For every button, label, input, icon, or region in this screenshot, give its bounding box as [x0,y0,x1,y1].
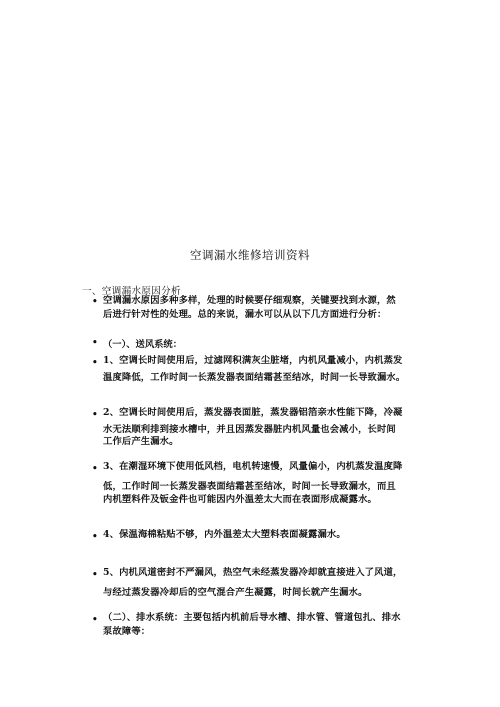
text-line: 水无法顺利排到接水槽中，并且因蒸发器脏内机风量也会减小，长时间 [103,423,396,435]
bullet-marker: • [92,464,98,474]
subsection-heading [103,611,431,639]
text-line: 后进行针对性的处理。总的来说，漏水可以从以下几方面进行分析： [103,309,387,320]
list-item [103,353,431,386]
list-item [103,405,431,451]
text-line: 4、保温海棉粘贴不够，内外温差太大塑料表面凝露漏水。 [103,529,346,540]
text-line: 工作后产生漏水。 [103,436,179,447]
text-line: 1、空调长时间使用后，过滤网积满灰尘脏堵，内机风量减小，内机蒸发 [103,355,403,366]
list-item [103,565,431,601]
text-line: 低，工作时间一长蒸发器表面结霜甚至结冰，时间一长导致漏水，而且 [103,480,396,492]
text-line: 空调漏水原因多种多样，处理的时候要仔细观察，关键要找到水源，然 [103,295,396,306]
text-line: （二）、排水系统：主要包括内机前后导水槽、排水管、管道包扎、排水 [103,612,401,623]
bullet-marker: • [92,532,98,542]
list-item [103,459,431,509]
bullet-marker: • [92,410,98,420]
bullet-marker: • [92,297,98,307]
subsection-heading: （一）、送风系统： [103,339,183,350]
bullet-marker: • [92,358,98,368]
text-line: 泵故障等： [103,626,151,637]
bullet-marker: • [92,615,98,625]
intro-paragraph [103,294,431,322]
list-item [103,527,431,544]
bullet-marker: • [92,338,98,348]
text-line: 与经过蒸发器冷却后的空气混合产生凝露，时间长就产生漏水。 [103,586,368,598]
section-heading: 一、空调漏水原因分析 [82,286,181,297]
bullet-marker: • [92,570,98,580]
text-line: 3、在潮湿环境下使用低风档，电机转速慢，风量偏小，内机蒸发温度降 [103,461,403,472]
text-line: 2、空调长时间使用后，蒸发器表面脏，蒸发器铝箔亲水性能下降，冷凝 [103,407,403,418]
document-title: 空调漏水维修培训资料 [190,248,310,262]
text-line: 温度降低，工作时间一长蒸发器表面结霜甚至结冰，时间一长导致漏水。 [103,371,406,383]
text-line: 5、内机风道密封不严漏风，热空气未经蒸发器冷却就直接进入了风道， [103,567,403,578]
text-line: 内机塑料件及钣金件也可能因内外温差太大而在表面形成凝露水。 [103,494,377,505]
